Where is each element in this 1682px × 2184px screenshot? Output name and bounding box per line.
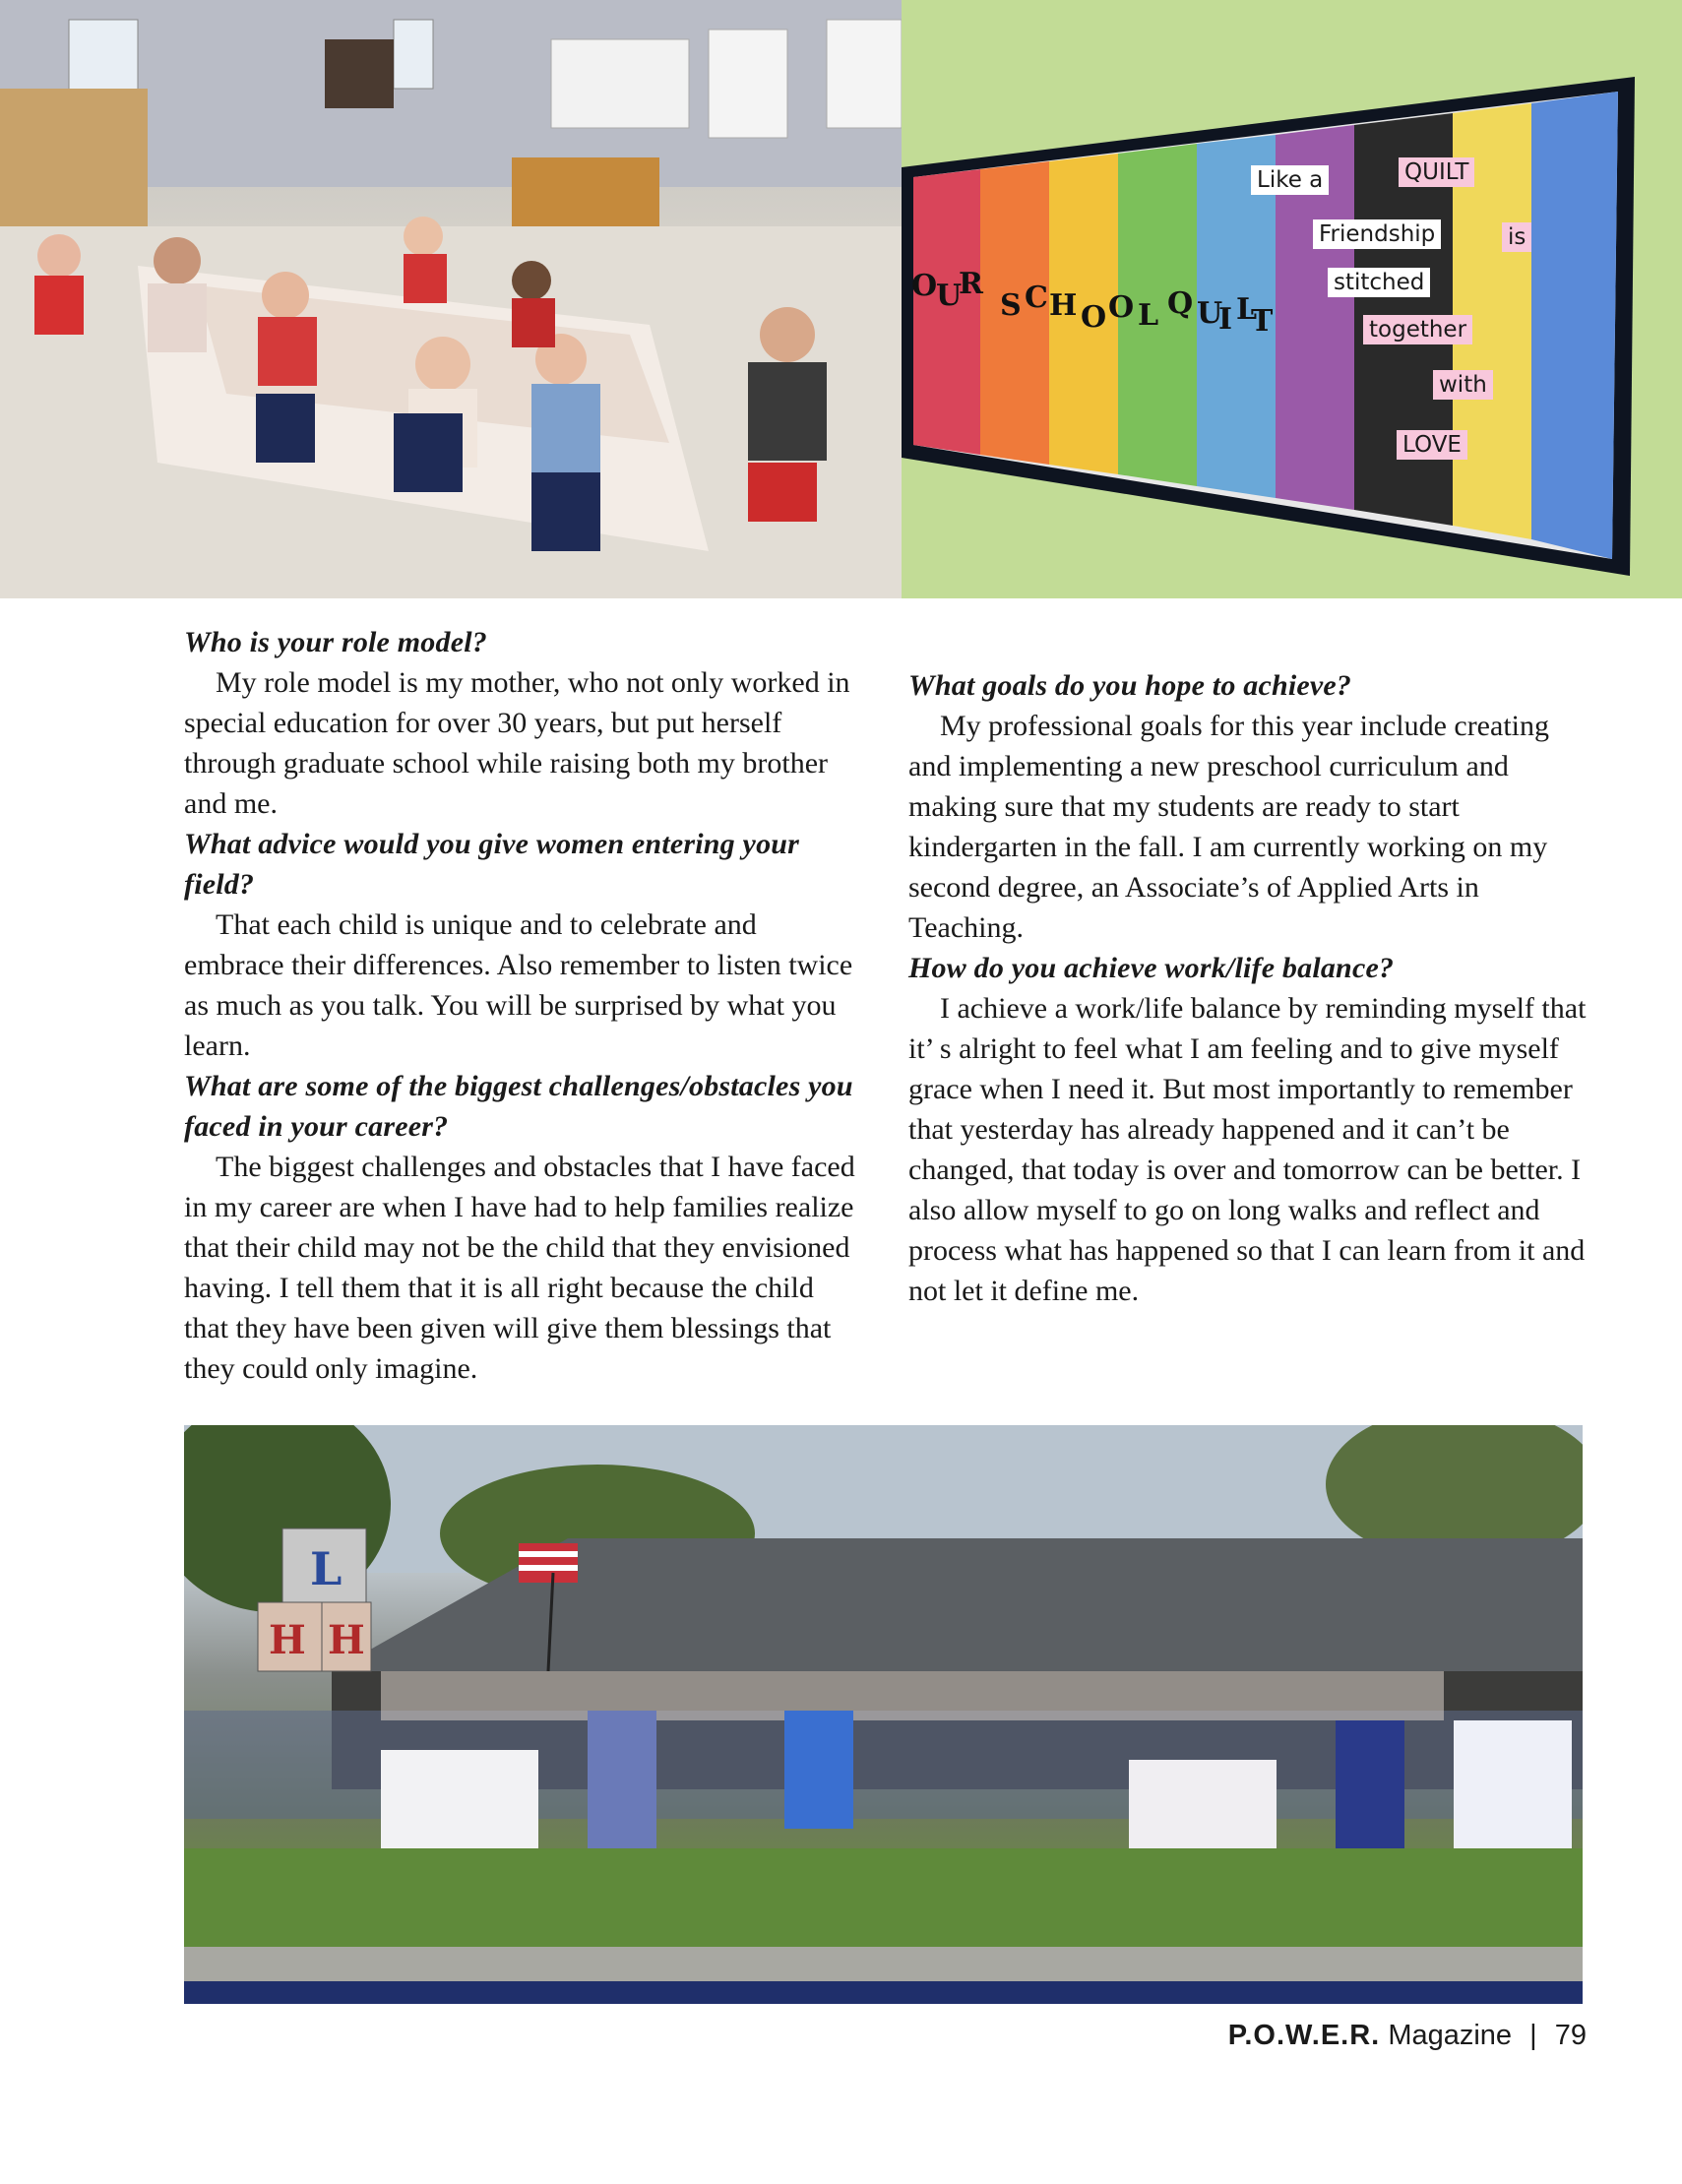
navy-accent-bar — [184, 1981, 1583, 2004]
right-column — [908, 665, 1588, 1311]
quilt-photo — [902, 0, 1682, 598]
answer-paragraph: My role model is my mother, who not only worked in special education for over 30 years, but put herself through graduate school while raising both my brother and me. — [184, 666, 850, 820]
quilt-letter: U — [936, 279, 963, 313]
left-column — [184, 622, 863, 1389]
page-footer — [1228, 2020, 1587, 2052]
page-number: 79 — [1554, 2020, 1587, 2051]
quilt-letter: O — [911, 269, 938, 303]
question-heading: What are some of the biggest challenges/obstacles you faced in your career? — [184, 1070, 853, 1143]
question-heading: How do you achieve work/life balance? — [908, 952, 1395, 984]
quilt-word: with — [1433, 370, 1493, 400]
quilt-banner — [902, 0, 1682, 598]
parade-photo — [184, 1425, 1583, 1981]
block-letter: H — [328, 1617, 365, 1663]
quilt-letter: O — [1081, 300, 1107, 335]
quilt-letter: I — [1218, 302, 1233, 337]
question-heading: What advice would you give women entering your field? — [184, 828, 800, 901]
quilt-letter: U — [1197, 296, 1223, 331]
quilt-letter: R — [959, 267, 983, 301]
quilt-letter: C — [1025, 281, 1048, 315]
answer-paragraph: I achieve a work/life balance by reminding myself that it’ s alright to feel what I am feeling and to give myself grace when I need it. But most importantly to remember that yesterday has already happened and it can’t be changed, that today is over and tomorrow can be better. I also allow myself to go on long walks and reflect and process what has happened so that I can learn from it and not let it define me. — [908, 992, 1587, 1307]
quilt-word: Friendship — [1313, 219, 1441, 249]
footer-separator: | — [1529, 2020, 1537, 2051]
quilt-letter: L — [1138, 298, 1159, 333]
quilt-letter: O — [1108, 290, 1135, 325]
parade-scene — [184, 1425, 1583, 1981]
answer-paragraph: That each child is unique and to celebrate and embrace their differences. Also remember to listen twice as much as you talk. You will be surprised by what you learn. — [184, 908, 853, 1062]
quilt-word: stitched — [1328, 268, 1430, 297]
block-letter: H — [269, 1617, 306, 1663]
quilt-letter: H — [1049, 288, 1078, 323]
quilt-word: LOVE — [1397, 430, 1467, 460]
question-heading: What goals do you hope to achieve? — [908, 669, 1352, 702]
quilt-word: QUILT — [1399, 157, 1474, 187]
classroom-photo — [0, 0, 902, 598]
magazine-brand: P.O.W.E.R. — [1227, 2020, 1381, 2051]
quilt-letter: L — [1236, 292, 1258, 327]
quilt-letter: S — [1000, 288, 1022, 323]
question-heading: Who is your role model? — [184, 626, 487, 658]
quilt-word: together — [1363, 315, 1472, 344]
answer-paragraph: My professional goals for this year include creating and implementing a new preschool curriculum and making sure that my students are ready to start kindergarten in the fall. I am currently working on my second degree, an Associate’s of Applied Arts in Teaching. — [908, 710, 1549, 944]
quilt-word: Like a — [1251, 165, 1329, 195]
quilt-word: is — [1502, 222, 1531, 252]
quilt-letter: T — [1251, 304, 1274, 339]
magazine-word: Magazine — [1388, 2020, 1513, 2051]
answer-paragraph: The biggest challenges and obstacles that I have faced in my career are when I have had to help families realize that their child may not be the child that they envisioned having. I tell them that it is all right because the child that they have been given will give them blessings that they could only imagine. — [184, 1151, 855, 1385]
block-letter: L — [310, 1542, 343, 1595]
quilt-letter: Q — [1167, 286, 1194, 321]
classroom-scene — [0, 0, 902, 598]
